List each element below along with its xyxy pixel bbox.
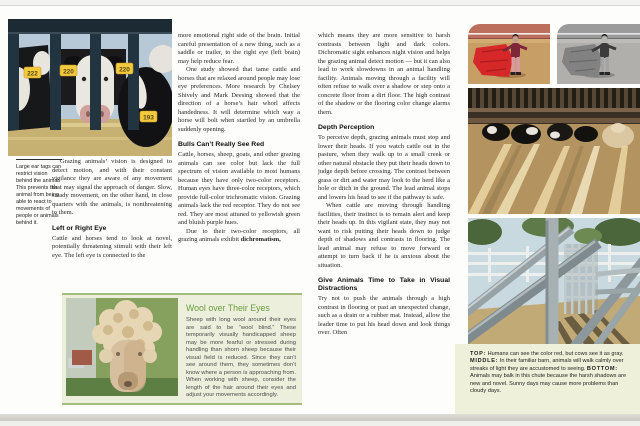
sheep-photo [66, 298, 178, 396]
section-heading: Give Animals Time to Take in Visual Distractions [318, 277, 450, 292]
section-heading: Left or Right Eye [52, 224, 107, 232]
right-column-1 [318, 32, 450, 338]
paragraph [178, 228, 300, 245]
sidebar-body: Sheep with long wool around their eyes are said to be “wool blind.” These temporarily visually handicapped sheep may be more fearful or stressed during handling than shorn sheep because their visual field is reduced. Since they can’t see around them, they sometimes don’t know where a person is approaching from. When working with sheep, consider the length of the hair around their eyes and adjust your movements accordingly. [186, 317, 296, 398]
left-column-1 [52, 158, 172, 260]
caption-row [470, 351, 623, 357]
paragraph: Try not to push the animals through a high contrast in flooring or past an unexpected change, such as a drain or a rubber mat. Instead, allow the leader time to put his head down and look things over. Often [318, 295, 450, 336]
left-column-2 [178, 32, 300, 245]
caption-text: Humans can see the color red, but cows see it as gray. [486, 351, 624, 357]
sidebar-box [62, 293, 302, 405]
caption-label: TOP: [470, 351, 487, 357]
caption-text: Animals may balk in this chute because the harsh shadows are new and novel. Sunny days may cause more problems than cloudy days. [470, 373, 627, 395]
paragraph: One study showed that tame cattle and horses that are relaxed around people may lose eye preferences. More research by Chelsey Shively and Mark Deesing showed that the direction of a horse’s hair whorl affects handedness. It will determine which way a horse will bolt when startled by an umbrella suddenly opening. [178, 66, 300, 133]
section-heading: Depth Perception [318, 124, 375, 131]
spread-pages [0, 5, 640, 415]
paragraph-text: Due to their two-color receptors, all grazing animals exhibit [178, 227, 300, 243]
barn-light-streaks-photo [468, 88, 640, 214]
paragraph: more emotional right side of the brain. Initial careful presentation of a new thing, such as a saddle or trailer, to the right eye (left brain) may help reduce fear. [178, 32, 300, 65]
caption-text: In their familiar barn, animals will walk calmly over streaks of light they are accustomed to seeing. [470, 358, 624, 372]
paragraph: Grazing animals’ vision is designed to detect motion, and with their constant vigilance they are aware of any movement that may signal the approach of danger. Slow, steady movement, on the other hand, in close quarters with the animals, is nonthreatening to them. [52, 158, 172, 216]
matador-color-photo [468, 24, 550, 84]
keyword-dichromatism: dichromatism, [240, 236, 281, 243]
photo-captions [470, 351, 632, 395]
paragraph: Cattle and horses tend to look at novel, potentially threatening stimuli with their left eye. The left eye is connected to the [52, 234, 172, 259]
sidebar-title: Wool over Their Eyes [186, 303, 270, 313]
section-heading: Bulls Can’t Really See Red [178, 141, 265, 148]
cows-photo [8, 19, 172, 156]
paragraph: which means they are more sensitive to harsh contrasts between light and dark colors. Dichromatic sight enhances night vision and helps the grazing animal detect motion — but it can also lead to work slowdowns in an animal handling facility. Animals moving through a facility will often refuse to walk over a shadow or step onto a concrete floor from a dirt floor. The high contrast of the shadow or the flooring color change alarms them. [318, 32, 450, 116]
paragraph: Cattle, horses, sheep, goats, and other grazing animals can see color but lack the full spectrum of vision available to most humans because they have only two-color receptors. Human eyes have three-color receptors, which provide full-color trichromatic vision. Grazing animals lack the red receptor. They do not see red. They are most attuned to yellowish green and bluish purple hues. [178, 151, 300, 226]
ear-tag-number: 193 [143, 114, 154, 122]
paragraph: When cattle are moving through handling facilities, their instinct is to remain alert and keep their heads up. In this vigilant state, they may not want to risk putting their heads down to judge depth of shadows and contrasts in flooring. The lead animal may refuse to move forward or attempt to turn back if he is anxious about the situation. [318, 202, 450, 269]
page-bottom-edge [0, 414, 640, 426]
margin-caption: Large ear tags can restrict vision behind the animal. This prevents the animal from being able to react to movements of people or animals behind it. [16, 164, 61, 226]
ear-tag-number: 220 [63, 68, 74, 76]
matador-grayscale-photo [557, 24, 640, 84]
chute-shadows-photo [468, 218, 640, 344]
ear-tag-number: 222 [27, 70, 38, 78]
paragraph: To perceive depth, grazing animals must stop and lower their heads. If you watch cattle out in the pasture, when they walk up to a small creek or other natural obstacle they put their heads down to judge depth before crossing. The contrast between grass or dirt and water may look to the herd like a hole or ditch in the ground. The lead animal stops and lowers his head to see if the pathway is safe. [318, 134, 450, 201]
ear-tag-number: 220 [119, 66, 130, 74]
caption-label: BOTTOM: [586, 365, 618, 372]
caption-label: MIDDLE: [470, 358, 499, 365]
